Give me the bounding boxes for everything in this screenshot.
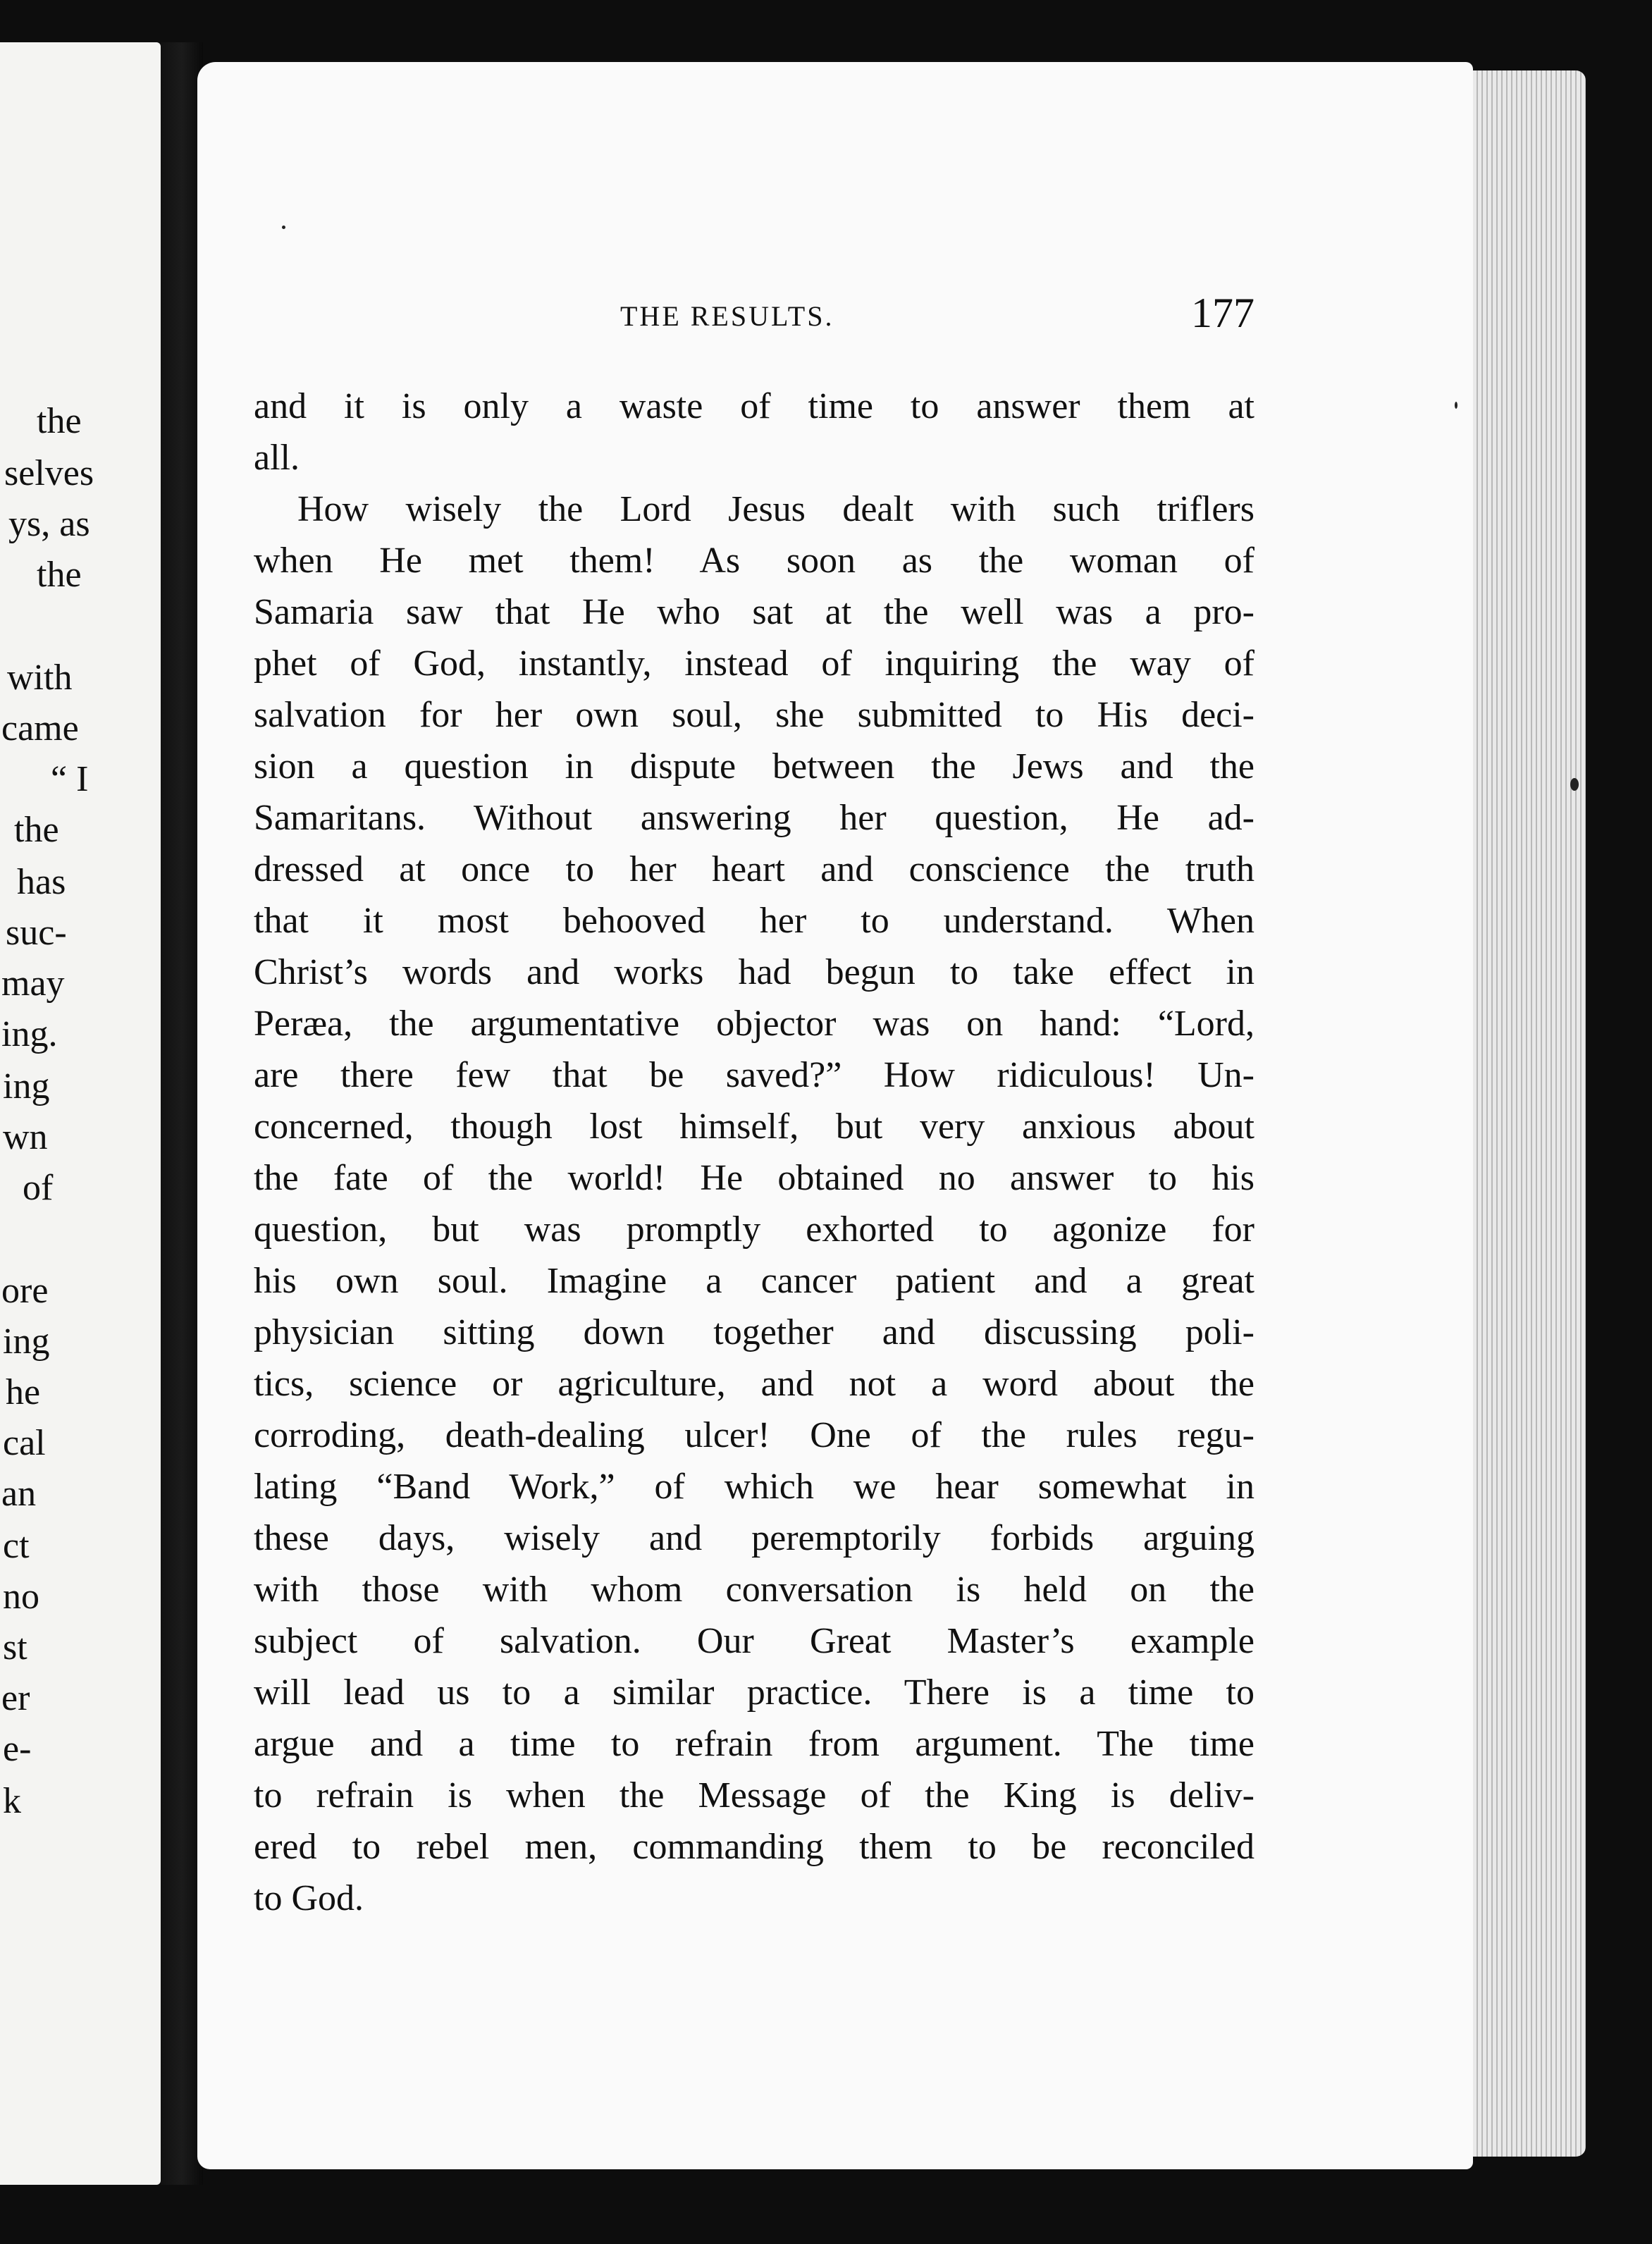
- left-page-fragment: ys, as: [8, 504, 90, 544]
- text-line: concerned, though lost himself, but very anxious about: [254, 1106, 1255, 1147]
- text-line: are there few that be saved?” How ridiculous! Un-: [254, 1055, 1255, 1095]
- text-line: Christ’s words and works had begun to take effect in: [254, 952, 1255, 992]
- text-line: subject of salvation. Our Great Master’s example: [254, 1621, 1255, 1661]
- text-line: tics, science or agriculture, and not a word about the: [254, 1364, 1255, 1404]
- text-line: and it is only a waste of time to answer them at: [254, 386, 1255, 426]
- text-line: Peræa, the argumentative objector was on hand: “Lord,: [254, 1004, 1255, 1044]
- text-line: phet of God, instantly, instead of inquiring the way of: [254, 643, 1255, 684]
- left-page-fragment: “ I: [51, 759, 89, 799]
- text-line: Samaria saw that He who sat at the well was a pro-: [254, 592, 1255, 632]
- left-page-fragment: e-: [3, 1729, 32, 1769]
- page-edges: [1473, 70, 1586, 2157]
- left-page-fragment: st: [3, 1627, 27, 1667]
- scan-speck: [1570, 778, 1579, 791]
- text-line: argue and a time to refrain from argument. The time: [254, 1724, 1255, 1764]
- text-line: lating “Band Work,” of which we hear somewhat in: [254, 1467, 1255, 1507]
- left-page-fragment: came: [1, 708, 79, 748]
- left-page-fragment: has: [17, 862, 66, 902]
- text-line: the fate of the world! He obtained no answer to his: [254, 1158, 1255, 1198]
- page-number: 177: [1191, 290, 1255, 336]
- left-page-fragment: the: [14, 810, 59, 850]
- text-line: How wisely the Lord Jesus dealt with such triflers: [297, 489, 1255, 529]
- left-page-fragment: of: [23, 1168, 54, 1208]
- left-page-fragment: ing.: [1, 1014, 58, 1054]
- left-page-fragment: wn: [3, 1117, 48, 1157]
- left-page-fragment: er: [1, 1678, 30, 1718]
- left-page-fragment: an: [1, 1474, 37, 1514]
- text-line: to refrain is when the Message of the King is deliv-: [254, 1775, 1255, 1815]
- text-line: salvation for her own soul, she submitted to His deci-: [254, 695, 1255, 735]
- text-line: when He met them! As soon as the woman of: [254, 541, 1255, 581]
- text-line: all.: [254, 438, 300, 478]
- scan-speck: [1455, 402, 1457, 409]
- text-line: corroding, death-dealing ulcer! One of the rules regu-: [254, 1415, 1255, 1455]
- left-facing-page: [0, 42, 161, 2185]
- left-page-fragment: suc-: [6, 913, 67, 953]
- body-text: [254, 381, 1255, 1924]
- text-line: Samaritans. Without answering her question, He ad-: [254, 798, 1255, 838]
- left-page-fragment: ing: [3, 1066, 50, 1106]
- text-line: his own soul. Imagine a cancer patient and a great: [254, 1261, 1255, 1301]
- scan-speck: [282, 226, 285, 229]
- left-page-fragment: the: [37, 555, 82, 595]
- left-page-fragment: may: [1, 963, 65, 1004]
- text-line: will lead us to a similar practice. There is a time to: [254, 1672, 1255, 1713]
- left-page-fragment: the: [37, 401, 82, 441]
- running-head: THE RESULTS.: [620, 300, 834, 332]
- text-line: dressed at once to her heart and conscience the truth: [254, 849, 1255, 889]
- text-line: physician sitting down together and discussing poli-: [254, 1312, 1255, 1352]
- left-page-fragment: selves: [4, 453, 94, 493]
- text-line: these days, wisely and peremptorily forbids arguing: [254, 1518, 1255, 1558]
- left-page-fragment: k: [3, 1781, 21, 1821]
- text-line: sion a question in dispute between the Jews and the: [254, 746, 1255, 787]
- left-page-fragment: he: [6, 1372, 41, 1412]
- left-page-fragment: ore: [1, 1271, 49, 1311]
- text-line: that it most behooved her to understand. When: [254, 901, 1255, 941]
- left-page-fragment: with: [7, 658, 73, 698]
- text-line: to God.: [254, 1878, 364, 1918]
- left-page-fragment: no: [3, 1577, 39, 1617]
- book-gutter: [161, 42, 203, 2185]
- left-page-fragment: ct: [3, 1526, 30, 1566]
- left-page-fragment: cal: [3, 1423, 46, 1463]
- text-line: with those with whom conversation is held on the: [254, 1570, 1255, 1610]
- text-line: ered to rebel men, commanding them to be reconciled: [254, 1827, 1255, 1867]
- left-page-fragment: ing: [3, 1321, 50, 1362]
- text-line: question, but was promptly exhorted to agonize for: [254, 1209, 1255, 1250]
